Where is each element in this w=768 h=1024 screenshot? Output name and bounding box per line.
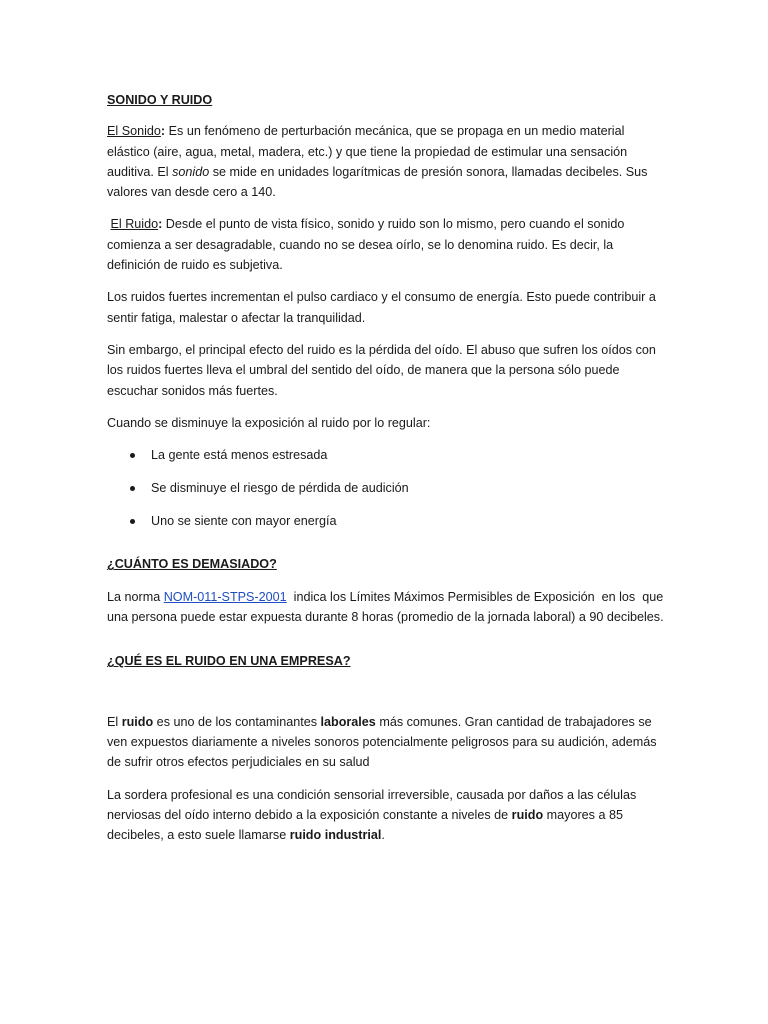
paragraph-empresa: [107, 712, 667, 773]
paragraph-sin-embargo: Sin embargo, el principal efecto del ruido es la pérdida del oído. El abuso que sufren los oídos con los ruidos fuertes lleva el umbral del sentido del oído, de manera que la persona sólo puede escuchar sonidos más fuertes.: [107, 342, 656, 398]
bold-term: laborales: [320, 714, 376, 729]
heading-ruido-empresa: ¿QUÉ ES EL RUIDO EN UNA EMPRESA?: [107, 654, 351, 669]
paragraph-sonido: [107, 121, 667, 202]
list-item: [107, 445, 667, 465]
paragraph-cuando: Cuando se disminuye la exposición al ruido por lo regular:: [107, 415, 431, 430]
italic-term: sonido: [172, 164, 210, 179]
text-span: El: [107, 714, 122, 729]
text-span: se mide en unidades logarítmicas de presión sonora, llamadas decibeles. Sus valores van desde cero a 140.: [107, 164, 648, 200]
term-ruido: El Ruido: [110, 217, 159, 232]
list-item: [107, 478, 667, 498]
paragraph-norma: [107, 587, 667, 628]
bold-term: ruido: [511, 807, 544, 822]
list-item-text: Se disminuye el riesgo de pérdida de audición: [151, 481, 409, 496]
bullet-icon: [130, 453, 135, 458]
bold-term: ruido industrial: [289, 828, 382, 843]
document-title: SONIDO Y RUIDO: [107, 93, 213, 107]
colon: :: [160, 124, 166, 139]
term-sonido: El Sonido: [107, 124, 161, 139]
list-item: [107, 511, 667, 531]
text-span: más comunes. Gran cantidad de trabajadores se ven expuestos diariamente a niveles sonoros potencialmente peligrosos para su audición, además de sufrir otros efectos perjudiciales en su salud: [107, 714, 657, 770]
document-page: [107, 90, 667, 857]
text-span: La norma: [107, 589, 164, 604]
bullet-icon: [130, 486, 135, 491]
colon: :: [158, 217, 163, 232]
bullet-icon: [130, 519, 135, 524]
list-item-text: La gente está menos estresada: [151, 448, 328, 463]
norma-link[interactable]: NOM-011-STPS-2001: [163, 589, 287, 604]
paragraph-ruido: [107, 214, 667, 275]
text-span: La sordera profesional es una condición sensorial irreversible, causada por daños a las células nerviosas del oído interno debido a la exposición constante a niveles de: [107, 787, 637, 822]
text-span: mayores a 85 decibeles, a esto suele llamarse: [107, 807, 623, 843]
bullet-list: [107, 445, 667, 531]
list-item-text: Uno se siente con mayor energía: [151, 514, 337, 529]
text-span: indica los Límites Máximos Permisibles de Exposición en los que una persona puede estar expuesta durante 8 horas (promedio de la jornada laboral) a 90 decibeles.: [107, 589, 667, 625]
paragraph-sordera: [107, 785, 667, 846]
text-span: .: [381, 828, 385, 843]
text-span: Desde el punto de vista físico, sonido y ruido son lo mismo, pero cuando el sonido comienza a ser desagradable, cuando no se desea oírlo, se lo denomina ruido. Es decir, la definición de ruido es subjetiva.: [107, 217, 625, 273]
bold-term: ruido: [121, 714, 154, 729]
heading-cuanto-es-demasiado: ¿CUÁNTO ES DEMASIADO?: [107, 557, 277, 572]
text-span: Es un fenómeno de perturbación mecánica, que se propaga en un medio material elástico (aire, agua, metal, madera, etc.) y que tiene la propiedad de estimular una sensación auditiva. El: [107, 124, 628, 179]
paragraph-ruidos-fuertes: Los ruidos fuertes incrementan el pulso cardiaco y el consumo de energía. Esto puede contribuir a sentir fatiga, malestar o afectar la tranquilidad.: [107, 290, 656, 325]
text-span: es uno de los contaminantes: [153, 714, 321, 729]
